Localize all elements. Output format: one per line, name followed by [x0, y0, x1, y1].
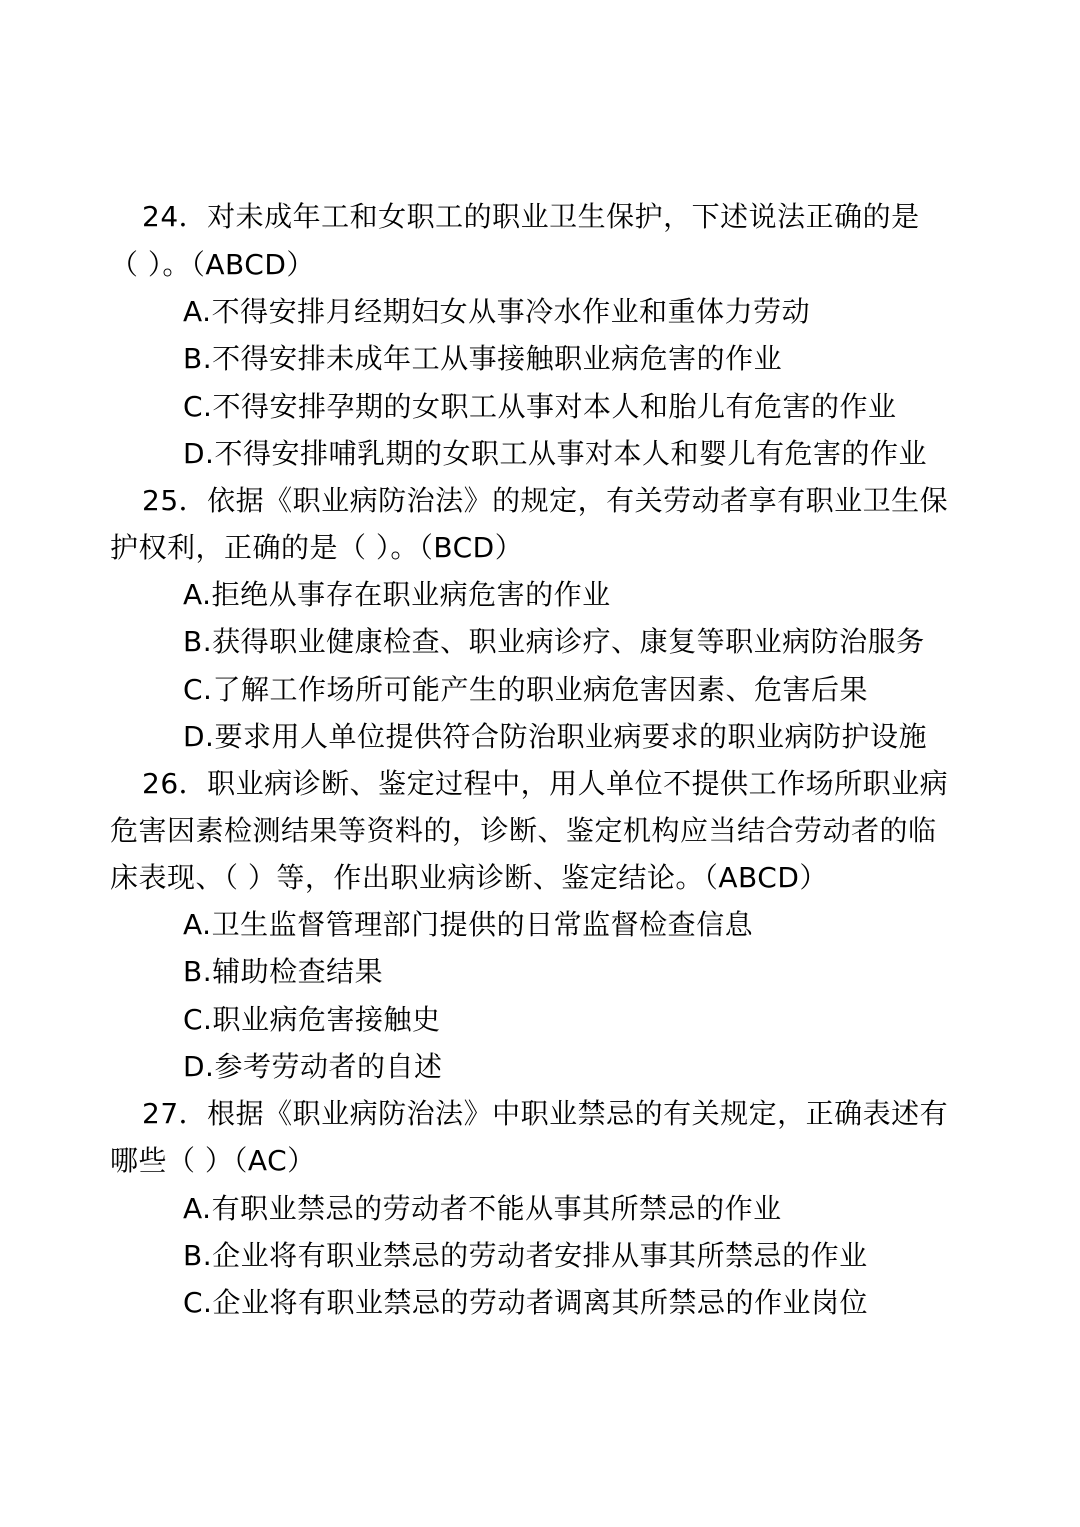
question-26-stem-line-2: 危害因素检测结果等资料的，诊断、鉴定机构应当结合劳动者的临: [110, 814, 937, 847]
question-27-option-c: C.企业将有职业禁忌的劳动者调离其所禁忌的作业岗位: [183, 1286, 868, 1319]
question-25-stem-line-2: 护权利，正确的是（ ）。（BCD）: [110, 531, 524, 564]
question-25-option-a: A.拒绝从事存在职业病危害的作业: [183, 578, 611, 611]
question-25-option-d: D.要求用人单位提供符合防治职业病要求的职业病防护设施: [183, 720, 927, 753]
question-26-option-b: B.辅助检查结果: [183, 955, 384, 988]
question-24-stem-line-1: 24．对未成年工和女职工的职业卫生保护，下述说法正确的是: [142, 200, 920, 233]
question-25-stem-line-1: 25．依据《职业病防治法》的规定，有关劳动者享有职业卫生保: [142, 484, 949, 517]
question-27-stem-line-2: 哪些（ ）（AC）: [110, 1144, 316, 1177]
question-24-option-a: A.不得安排月经期妇女从事冷水作业和重体力劳动: [183, 295, 811, 328]
question-25-option-c: C.了解工作场所可能产生的职业病危害因素、危害后果: [183, 673, 868, 706]
question-27-option-b: B.企业将有职业禁忌的劳动者安排从事其所禁忌的作业: [183, 1239, 868, 1272]
question-26-option-a: A.卫生监督管理部门提供的日常监督检查信息: [183, 908, 754, 941]
question-24-option-b: B.不得安排未成年工从事接触职业病危害的作业: [183, 342, 783, 375]
question-27-option-a: A.有职业禁忌的劳动者不能从事其所禁忌的作业: [183, 1192, 782, 1225]
question-25-option-b: B.获得职业健康检查、职业病诊疗、康复等职业病防治服务: [183, 625, 925, 658]
question-26-option-d: D.参考劳动者的自述: [183, 1050, 443, 1083]
question-24-option-d: D.不得安排哺乳期的女职工从事对本人和婴儿有危害的作业: [183, 437, 927, 470]
question-26-stem-line-3: 床表现、（ ）等，作出职业病诊断、鉴定结论。（ABCD）: [110, 861, 828, 894]
question-24-option-c: C.不得安排孕期的女职工从事对本人和胎儿有危害的作业: [183, 390, 897, 423]
question-27-stem-line-1: 27．根据《职业病防治法》中职业禁忌的有关规定，正确表述有: [142, 1097, 949, 1130]
question-26-option-c: C.职业病危害接触史: [183, 1003, 441, 1036]
question-26-stem-line-1: 26．职业病诊断、鉴定过程中，用人单位不提供工作场所职业病: [142, 767, 949, 800]
question-24-stem-line-2: （ ）。（ABCD）: [110, 248, 315, 281]
